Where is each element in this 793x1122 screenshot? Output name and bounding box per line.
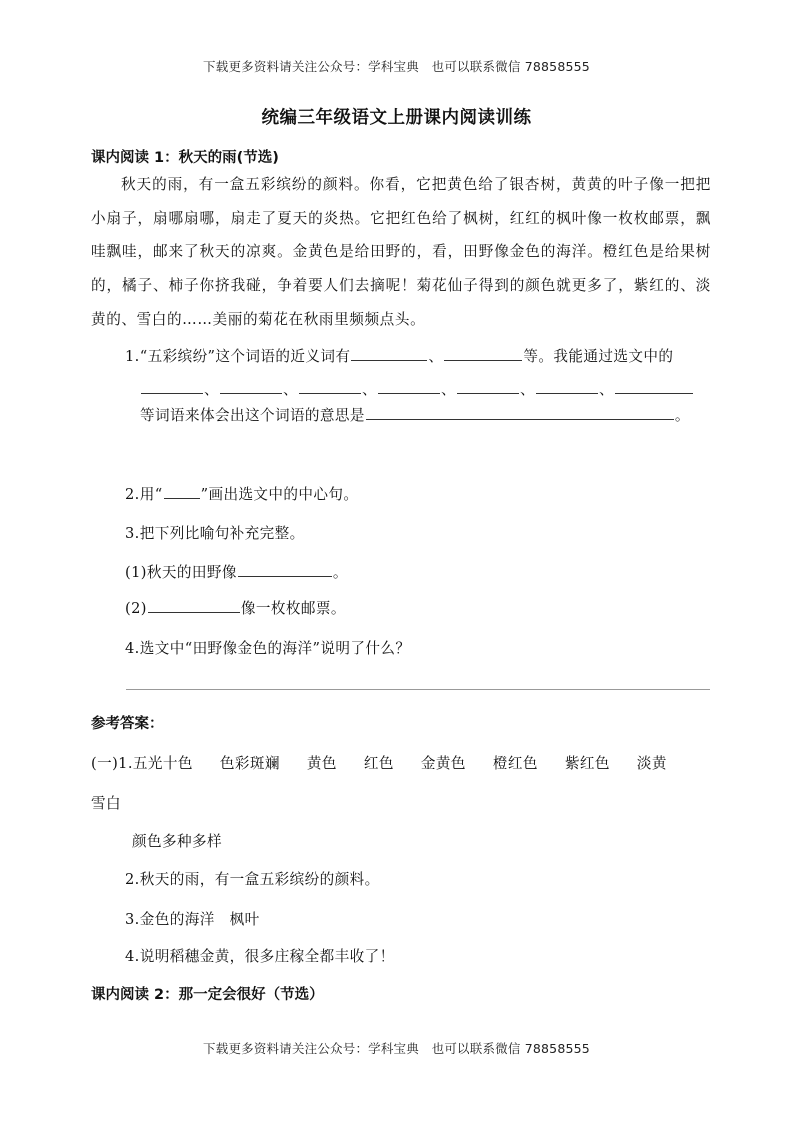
- answer-2: 2.秋天的雨，有一盒五彩缤纷的颜料。: [125, 871, 380, 888]
- q1-text-part1: 1.“五彩缤纷”这个词语的近义词有: [125, 348, 351, 365]
- answer-blank: [148, 597, 240, 613]
- answer-word: 淡黄: [636, 755, 667, 772]
- question-4: 4.选文中“田野像金色的海洋”说明了什么？: [125, 640, 411, 657]
- q3-2-prefix: (2): [125, 600, 147, 617]
- answer-blank: [536, 378, 598, 394]
- question-1-line-2: [140, 378, 694, 399]
- q2-text-suffix: ”画出选文中的中心句。: [200, 486, 359, 503]
- divider: [126, 689, 710, 690]
- answer-blank: [378, 378, 440, 394]
- q1-separator: 、: [441, 381, 456, 398]
- question-3-1: [125, 561, 348, 582]
- answer-blank: [615, 378, 693, 394]
- section-2-heading: 课内阅读 2：那一定会很好（节选）: [91, 987, 324, 1003]
- answer-1-wrap: 雪白: [91, 795, 121, 812]
- answer-blank: [220, 378, 282, 394]
- q2-text-prefix: 2.用“: [125, 486, 163, 503]
- answer-word: 金黄色: [420, 755, 466, 772]
- section-1-heading: 课内阅读 1：秋天的雨(节选): [91, 150, 279, 166]
- answer-blank: [366, 404, 674, 420]
- q1-separator: 、: [520, 381, 535, 398]
- answer-blank: [457, 378, 519, 394]
- q1-line3-text: 等词语来体会出这个词语的意思是: [140, 407, 365, 424]
- answer-1-meaning: 颜色多种多样: [132, 833, 222, 850]
- answer-word: 五光十色: [132, 755, 193, 772]
- question-2: [125, 483, 358, 504]
- question-1-line-1: [125, 345, 673, 366]
- answer-1-prefix: (一)1.: [91, 755, 133, 772]
- page-header: 下载更多资料请关注公众号：学科宝典 也可以联系微信 78858555: [203, 59, 590, 74]
- reading-passage: 秋天的雨，有一盒五彩缤纷的颜料。你看，它把黄色给了银杏树，黄黄的叶子像一把把小扇子，扇哪扇哪，扇走了夏天的炎热。它把红色给了枫树，红红的枫叶像一枚枚邮票，飘哇飘哇，邮来了秋天的凉爽。金黄色是给田野的，看，田野像金色的海洋。橙红色是给果树的，橘子、柿子你挤我碰，争着要人们去摘呢！菊花仙子得到的颜色就更多了，紫红的、淡黄的、雪白的……美丽的菊花在秋雨里频频点头。: [91, 176, 711, 328]
- question-1-line-3: [140, 404, 690, 425]
- answer-blank: [299, 378, 361, 394]
- q1-separator: 、: [204, 381, 219, 398]
- q1-text-part2: 等。我能通过选文中的: [523, 348, 674, 365]
- answer-word: 紫红色: [564, 755, 610, 772]
- answer-blank: [444, 345, 522, 361]
- question-3-2: [125, 597, 346, 618]
- answer-blank: [351, 345, 427, 361]
- answers-heading: 参考答案：: [91, 716, 164, 732]
- answer-blank: [164, 483, 200, 499]
- q3-2-suffix: 像一枚枚邮票。: [240, 600, 346, 617]
- q1-separator: 、: [428, 348, 444, 365]
- answer-word: 红色: [363, 755, 394, 772]
- answer-blank: [238, 561, 332, 577]
- q1-separator: 、: [362, 381, 377, 398]
- answer-blank: [141, 378, 203, 394]
- answer-1-row: [91, 752, 667, 773]
- q3-1-prefix: (1)秋天的田野像: [125, 564, 237, 581]
- page-title: 统编三年级语文上册课内阅读训练: [261, 108, 532, 128]
- answer-word: 色彩斑斓: [219, 755, 280, 772]
- q3-1-suffix: 。: [332, 564, 348, 581]
- question-3: 3.把下列比喻句补充完整。: [125, 525, 305, 542]
- answer-4: 4.说明稻穗金黄，很多庄稼全都丰收了！: [125, 948, 395, 965]
- answer-3: 3.金色的海洋 枫叶: [125, 911, 260, 928]
- q1-separator: 、: [283, 381, 298, 398]
- page-footer: 下载更多资料请关注公众号：学科宝典 也可以联系微信 78858555: [203, 1041, 590, 1056]
- answer-word: 橙红色: [492, 755, 538, 772]
- q1-end-punct: 。: [674, 407, 690, 424]
- q1-separator: 、: [599, 381, 614, 398]
- answer-word: 黄色: [306, 755, 337, 772]
